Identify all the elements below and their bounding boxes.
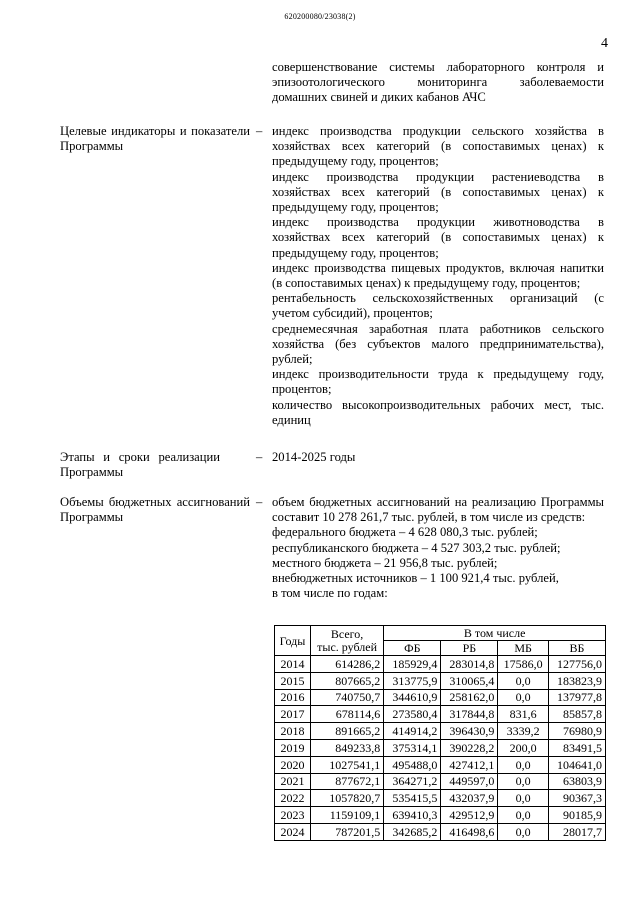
table-cell: 427412,1 [441, 756, 498, 773]
table-cell: 2021 [275, 773, 311, 790]
intro-text: совершенствование системы лабораторного контроля и эпизоотологического мониторинга заболеваемости домашних свиней и диких кабанов АЧС [272, 60, 604, 105]
table-row [275, 756, 606, 773]
table-cell: 416498,6 [441, 823, 498, 840]
table-cell: 17586,0 [498, 656, 548, 673]
table-cell: 0,0 [498, 756, 548, 773]
indicator-item: рентабельность сельскохозяйственных организаций (с учетом субсидий), процентов; [272, 291, 604, 321]
stages-value-block [272, 450, 604, 465]
table-cell: 63803,9 [548, 773, 605, 790]
table-cell: 310065,4 [441, 672, 498, 689]
col-header-total-unit: тыс. рублей [317, 639, 378, 654]
budget-by-year-table [274, 625, 606, 841]
col-header-fb: ФБ [384, 641, 441, 656]
table-row [275, 672, 606, 689]
table-cell: 740750,7 [310, 689, 383, 706]
table-cell: 2022 [275, 790, 311, 807]
table-row [275, 706, 606, 723]
table-cell: 90185,9 [548, 807, 605, 824]
table-cell: 85857,8 [548, 706, 605, 723]
table-cell: 258162,0 [441, 689, 498, 706]
table-cell: 891665,2 [310, 723, 383, 740]
table-cell: 495488,0 [384, 756, 441, 773]
table-cell: 200,0 [498, 739, 548, 756]
table-cell: 2015 [275, 672, 311, 689]
table-cell: 1027541,1 [310, 756, 383, 773]
table-cell: 342685,2 [384, 823, 441, 840]
indicators-label: Целевые индикаторы и показатели Программы [60, 124, 250, 154]
table-cell: 375314,1 [384, 739, 441, 756]
indicator-item: индекс производства продукции сельского хозяйства в хозяйствах всех категорий (в сопоставимых ценах) к предыдущему году, процентов; [272, 124, 604, 169]
indicator-item: индекс производства продукции растениеводства в хозяйствах всех категорий (в сопоставимых ценах) к предыдущему году, процентов; [272, 169, 604, 215]
indicator-item: индекс производительности труда к предыдущему году, процентов; [272, 367, 604, 397]
table-cell: 787201,5 [310, 823, 383, 840]
table-cell: 678114,6 [310, 706, 383, 723]
table-cell: 390228,2 [441, 739, 498, 756]
table-cell: 364271,2 [384, 773, 441, 790]
budget-line: федерального бюджета – 4 628 080,3 тыс. рублей; [272, 525, 538, 540]
table-cell: 127756,0 [548, 656, 605, 673]
indicator-item: индекс производства пищевых продуктов, включая напитки (в сопоставимых ценах) к предыдущему году, процентов; [272, 260, 604, 291]
budget-line: объем бюджетных ассигнований на реализацию Программы составит 10 278 261,7 тыс. рублей, в том числе из средств: [272, 495, 604, 525]
col-header-group: В том числе [384, 626, 606, 641]
table-cell: 429512,9 [441, 807, 498, 824]
table-cell: 0,0 [498, 689, 548, 706]
table-cell: 0,0 [498, 773, 548, 790]
intro-paragraph [272, 60, 604, 106]
table-cell: 639410,3 [384, 807, 441, 824]
table-row [275, 739, 606, 756]
table-cell: 2019 [275, 739, 311, 756]
table-cell: 344610,9 [384, 689, 441, 706]
table-cell: 849233,8 [310, 739, 383, 756]
table-cell: 317844,8 [441, 706, 498, 723]
col-header-rb: РБ [441, 641, 498, 656]
table-cell: 90367,3 [548, 790, 605, 807]
budget-label: Объемы бюджетных ассигнований Программы [60, 495, 250, 525]
table-cell: 535415,5 [384, 790, 441, 807]
table-cell: 831,6 [498, 706, 548, 723]
table-cell: 313775,9 [384, 672, 441, 689]
table-cell: 83491,5 [548, 739, 605, 756]
page-number: 4 [601, 36, 608, 51]
table-cell: 2017 [275, 706, 311, 723]
table-row [275, 689, 606, 706]
table-cell: 0,0 [498, 672, 548, 689]
table-row [275, 773, 606, 790]
table-cell: 104641,0 [548, 756, 605, 773]
table-cell: 877672,1 [310, 773, 383, 790]
table-cell: 2020 [275, 756, 311, 773]
table-cell: 0,0 [498, 823, 548, 840]
stages-label: Этапы и сроки реализации Программы [60, 450, 220, 480]
budget-line: республиканского бюджета – 4 527 303,2 тыс. рублей; [272, 540, 561, 555]
col-header-total [310, 626, 383, 656]
stages-value: 2014-2025 годы [272, 450, 356, 464]
indicators-list [272, 124, 604, 428]
indicator-item: среднемесячная заработная плата работников сельского хозяйства (без субъектов малого предпринимательства), рублей; [272, 321, 604, 367]
budget-line: местного бюджета – 21 956,8 тыс. рублей; [272, 555, 498, 570]
table-cell: 273580,4 [384, 706, 441, 723]
budget-line: в том числе по годам: [272, 586, 388, 601]
budget-dash: – [256, 495, 263, 509]
col-header-mb: МБ [498, 641, 548, 656]
table-cell: 76980,9 [548, 723, 605, 740]
table-cell: 2024 [275, 823, 311, 840]
col-header-total-label: Всего, [330, 626, 364, 641]
table-cell: 0,0 [498, 790, 548, 807]
table-cell: 28017,7 [548, 823, 605, 840]
table-row [275, 807, 606, 824]
document-code: 620200080/23038(2) [284, 12, 356, 21]
table-cell: 1057820,7 [310, 790, 383, 807]
table-cell: 1159109,1 [310, 807, 383, 824]
budget-table-body [275, 656, 606, 841]
table-cell: 283014,8 [441, 656, 498, 673]
table-cell: 414914,2 [384, 723, 441, 740]
col-header-vb: ВБ [548, 641, 605, 656]
table-cell: 432037,9 [441, 790, 498, 807]
table-row [275, 790, 606, 807]
table-row [275, 723, 606, 740]
table-cell: 396430,9 [441, 723, 498, 740]
indicator-item: количество высокопроизводительных рабочих мест, тыс. единиц [272, 397, 604, 427]
table-cell: 185929,4 [384, 656, 441, 673]
table-cell: 807665,2 [310, 672, 383, 689]
table-cell: 2018 [275, 723, 311, 740]
indicators-dash: – [256, 124, 263, 138]
indicator-item: индекс производства продукции животноводства в хозяйствах всех категорий (в сопоставимых ценах) к предыдущему году, процентов; [272, 215, 604, 260]
table-cell: 183823,9 [548, 672, 605, 689]
table-cell: 3339,2 [498, 723, 548, 740]
table-row [275, 823, 606, 840]
table-row [275, 656, 606, 673]
col-header-year: Годы [275, 626, 311, 656]
table-cell: 2016 [275, 689, 311, 706]
stages-dash: – [256, 450, 263, 464]
table-cell: 614286,2 [310, 656, 383, 673]
table-cell: 0,0 [498, 807, 548, 824]
budget-text [272, 495, 604, 601]
table-cell: 449597,0 [441, 773, 498, 790]
table-cell: 137977,8 [548, 689, 605, 706]
table-cell: 2023 [275, 807, 311, 824]
table-cell: 2014 [275, 656, 311, 673]
budget-line: внебюджетных источников – 1 100 921,4 тыс. рублей, [272, 571, 559, 586]
